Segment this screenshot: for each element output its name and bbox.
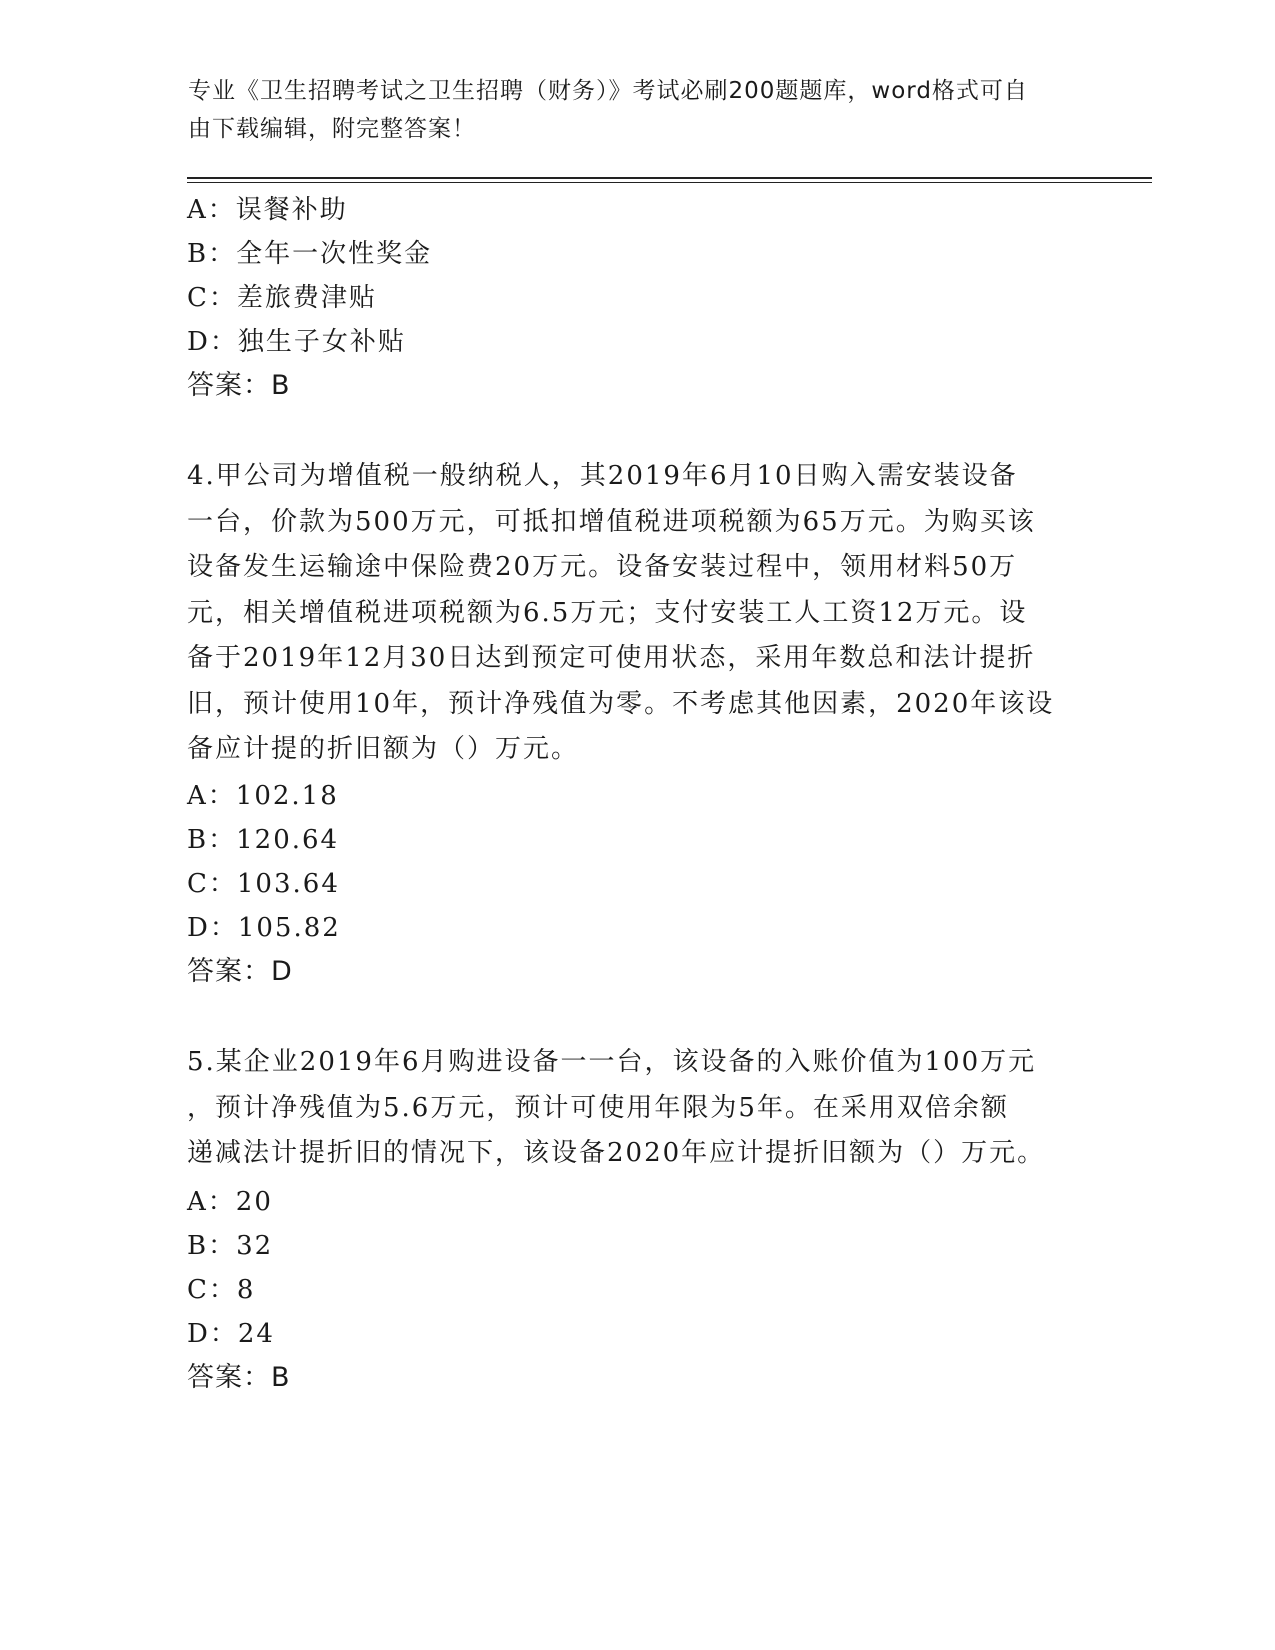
q5-option-b: B：32	[187, 1231, 274, 1261]
q5-option-a: A：20	[187, 1187, 273, 1217]
q4-answer: 答案：D	[187, 956, 293, 987]
q4-stem	[187, 454, 1054, 773]
q4-option-c: C：103.64	[187, 869, 340, 899]
q4-stem-line: 4.甲公司为增值税一般纳税人，其2019年6月10日购入需安装设备	[187, 461, 1018, 491]
q4-stem-line: 一台，价款为500万元，可抵扣增值税进项税额为65万元。为购买该	[187, 506, 1036, 537]
q3-option-c: C：差旅费津贴	[187, 283, 377, 313]
q3-option-d: D：独生子女补贴	[187, 327, 406, 357]
q4-stem-line: 元，相关增值税进项税额为6.5万元；支付安装工人工资12万元。设	[187, 597, 1028, 628]
document-header	[188, 72, 1068, 148]
q5-stem-line: 递减法计提折旧的情况下，该设备2020年应计提折旧额为（）万元。	[187, 1138, 1046, 1168]
header-line-1: 专业《卫生招聘考试之卫生招聘（财务）》考试必刷200题题库，word格式可自	[188, 78, 1028, 104]
header-divider	[187, 177, 1152, 179]
q5-answer: 答案：B	[187, 1362, 291, 1393]
q5-stem-line: 5.某企业2019年6月购进设备一一台，该设备的入账价值为100万元	[187, 1047, 1037, 1077]
q4-stem-line: 备于2019年12月30日达到预定可使用状态，采用年数总和法计提折	[187, 643, 1036, 673]
q3-option-a: A：误餐补助	[187, 195, 348, 225]
q4-stem-line: 备应计提的折旧额为（）万元。	[187, 734, 580, 764]
q5-option-c: C：8	[187, 1275, 256, 1305]
q4-option-a: A：102.18	[187, 781, 339, 811]
q5-option-d: D：24	[187, 1319, 275, 1349]
q4-option-d: D：105.82	[187, 913, 341, 943]
q4-stem-line: 设备发生运输途中保险费20万元。设备安装过程中，领用材料50万	[187, 552, 1018, 582]
q4-stem-line: 旧，预计使用10年，预计净残值为零。不考虑其他因素，2020年该设	[187, 688, 1055, 719]
q5-stem-line: ，预计净残值为5.6万元，预计可使用年限为5年。在采用双倍余额	[187, 1092, 1009, 1123]
header-divider-thin	[187, 182, 1152, 183]
q5-stem	[187, 1040, 1045, 1177]
q3-answer: 答案：B	[187, 370, 291, 401]
q4-option-b: B：120.64	[187, 825, 340, 855]
q3-option-b: B：全年一次性奖金	[187, 239, 433, 269]
header-line-2: 由下载编辑，附完整答案！	[188, 116, 476, 142]
